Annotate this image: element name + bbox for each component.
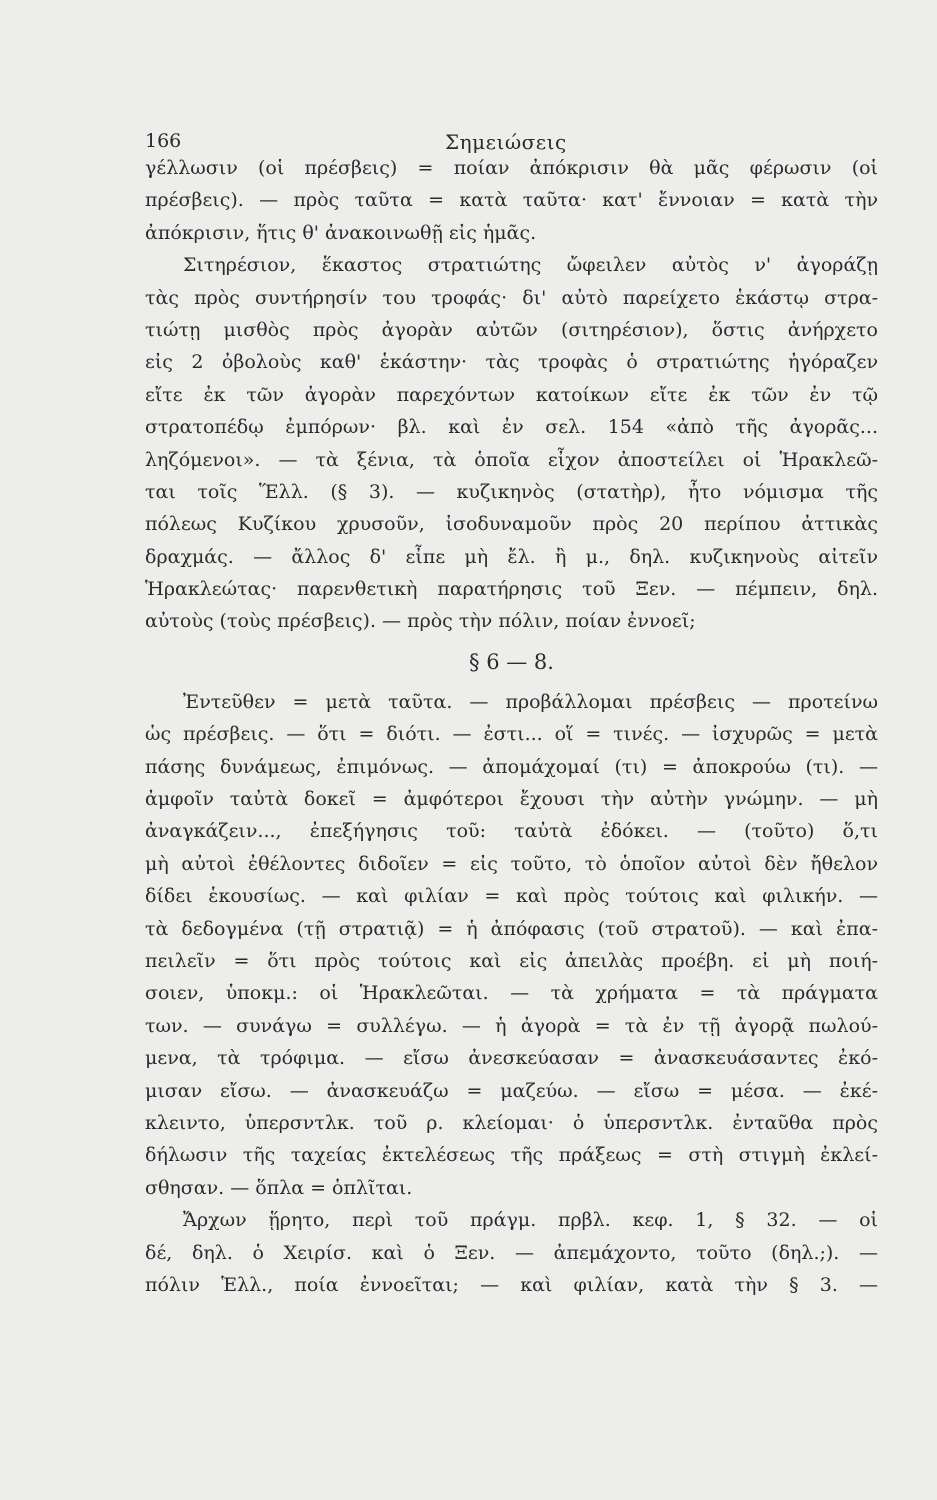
- text-line: μὴ αὐτοὶ ἐθέλοντες διδοῖεν = εἰς τοῦτο, τὸ ὁποῖον αὐτοὶ δὲν ἤθελον: [145, 852, 878, 875]
- text-line: ἀναγκάζειν..., ἐπεξήγησις τοῦ: ταὐτὰ ἐδόκει. — (τοῦτο) ὅ,τι: [145, 820, 878, 843]
- text-line: εἴτε ἐκ τῶν ἀγορὰν παρεχόντων κατοίκων εἴτε ἐκ τῶν ἐν τῷ: [145, 383, 878, 406]
- text-line: ται τοῖς Ἕλλ. (§ 3). — κυζικηνὸς (στατὴρ), ἦτο νόμισμα τῆς: [145, 480, 878, 503]
- text-line: δέ, δηλ. ὁ Χειρίσ. καὶ ὁ Ξεν. — ἀπεμάχοντο, τοῦτο (δηλ.;). —: [145, 1241, 878, 1264]
- text-line: δίδει ἑκουσίως. — καὶ φιλίαν = καὶ πρὸς τούτοις καὶ φιλικήν. —: [145, 885, 878, 908]
- text-line: πάσης δυνάμεως, ἐπιμόνως. — ἀπομάχομαί (τι) = ἀποκρούω (τι). —: [145, 755, 878, 778]
- text-line: αὐτοὺς (τοὺς πρέσβεις). — πρὸς τὴν πόλιν, ποίαν ἐννοεῖ;: [145, 610, 696, 633]
- text-line: εἰς 2 ὀβολοὺς καθ' ἑκάστην· τὰς τροφὰς ὁ στρατιώτης ἠγόραζεν: [145, 351, 878, 374]
- section-heading: § 6 — 8.: [469, 649, 554, 674]
- text-line: Σιτηρέσιον, ἕκαστος στρατιώτης ὤφειλεν αὐτὸς ν' ἀγοράζῃ: [183, 254, 878, 277]
- text-line: ἀμφοῖν ταὐτὰ δοκεῖ = ἀμφότεροι ἔχουσι τὴν αὐτὴν γνώμην. — μὴ: [145, 788, 878, 811]
- text-line: τιώτῃ μισθὸς πρὸς ἀγορὰν αὐτῶν (σιτηρέσιον), ὅστις ἀνήρχετο: [145, 318, 878, 341]
- text-line: Ἄρχων ᾕρητο, περὶ τοῦ πράγμ. πρβλ. κεφ. 1, § 32. — οἱ: [183, 1209, 878, 1232]
- text-line: μενα, τὰ τρόφιμα. — εἴσω ἀνεσκεύασαν = ἀνασκευάσαντες ἐκό-: [145, 1047, 878, 1070]
- text-line: δραχμάς. — ἄλλος δ' εἶπε μὴ ἔλ. ἢ μ., δηλ. κυζικηνοὺς αἰτεῖν: [145, 545, 878, 568]
- text-line: ληζόμενοι». — τὰ ξένια, τὰ ὁποῖα εἶχον ἀποστείλει οἱ Ἡρακλεῶ-: [145, 448, 878, 471]
- text-line: σοιεν, ὑποκμ.: οἱ Ἡρακλεῶται. — τὰ χρήματα = τὰ πράγματα: [145, 982, 878, 1005]
- running-title: Σημειώσεις: [445, 130, 567, 154]
- text-line: πρέσβεις). — πρὸς ταῦτα = κατὰ ταῦτα· κατ' ἔννοιαν = κατὰ τὴν: [145, 189, 878, 212]
- text-line: στρατοπέδῳ ἐμπόρων· βλ. καὶ ἐν σελ. 154 «ἀπὸ τῆς ἀγορᾶς...: [145, 416, 878, 439]
- text-line: μισαν εἴσω. — ἀνασκευάζω = μαζεύω. — εἴσω = μέσα. — ἐκέ-: [145, 1079, 878, 1102]
- text-line: πόλιν Ἑλλ., ποία ἐννοεῖται; — καὶ φιλίαν, κατὰ τὴν § 3. —: [145, 1273, 878, 1296]
- text-line: σθησαν. — ὅπλα = ὁπλῖται.: [145, 1176, 413, 1199]
- text-line: γέλλωσιν (οἱ πρέσβεις) = ποίαν ἀπόκρισιν θὰ μᾶς φέρωσιν (οἱ: [145, 157, 878, 179]
- text-line: των. — συνάγω = συλλέγω. — ἡ ἀγορὰ = τὰ ἐν τῇ ἀγορᾷ πωλού-: [145, 1014, 878, 1037]
- text-line: πόλεως Κυζίκου χρυσοῦν, ἰσοδυναμοῦν πρὸς 20 περίπου ἀττικὰς: [145, 513, 878, 536]
- text-line: κλειντο, ὑπερσντλκ. τοῦ ρ. κλείομαι· ὁ ὑπερσντλκ. ἐνταῦθα πρὸς: [145, 1111, 878, 1134]
- text-line: τὰς πρὸς συντήρησίν του τροφάς· δι' αὐτὸ παρείχετο ἑκάστῳ στρα-: [145, 286, 878, 309]
- text-line: πειλεῖν = ὅτι πρὸς τούτοις καὶ εἰς ἀπειλὰς προέβη. εἰ μὴ ποιή-: [145, 949, 878, 972]
- text-line: Ἡρακλεώτας· παρενθετικὴ παρατήρησις τοῦ Ξεν. — πέμπειν, δηλ.: [145, 578, 878, 601]
- text-line: δήλωσιν τῆς ταχείας ἐκτελέσεως τῆς πράξεως = στὴ στιγμὴ ἐκλεί-: [145, 1144, 878, 1167]
- text-line: ὡς πρέσβεις. — ὅτι = διότι. — ἐστι... οἵ = τινές. — ἰσχυρῶς = μετὰ: [145, 723, 878, 746]
- page-number: 166: [145, 130, 182, 152]
- text-line: ἀπόκρισιν, ἥτις θ' ἀνακοινωθῇ εἰς ἡμᾶς.: [145, 221, 537, 244]
- text-line: τὰ δεδογμένα (τῇ στρατιᾷ) = ἡ ἀπόφασις (τοῦ στρατοῦ). — καὶ ἐπα-: [145, 917, 878, 940]
- body-text: [145, 152, 878, 1301]
- text-line: Ἐντεῦθεν = μετὰ ταῦτα. — προβάλλομαι πρέσβεις — προτείνω: [183, 690, 878, 713]
